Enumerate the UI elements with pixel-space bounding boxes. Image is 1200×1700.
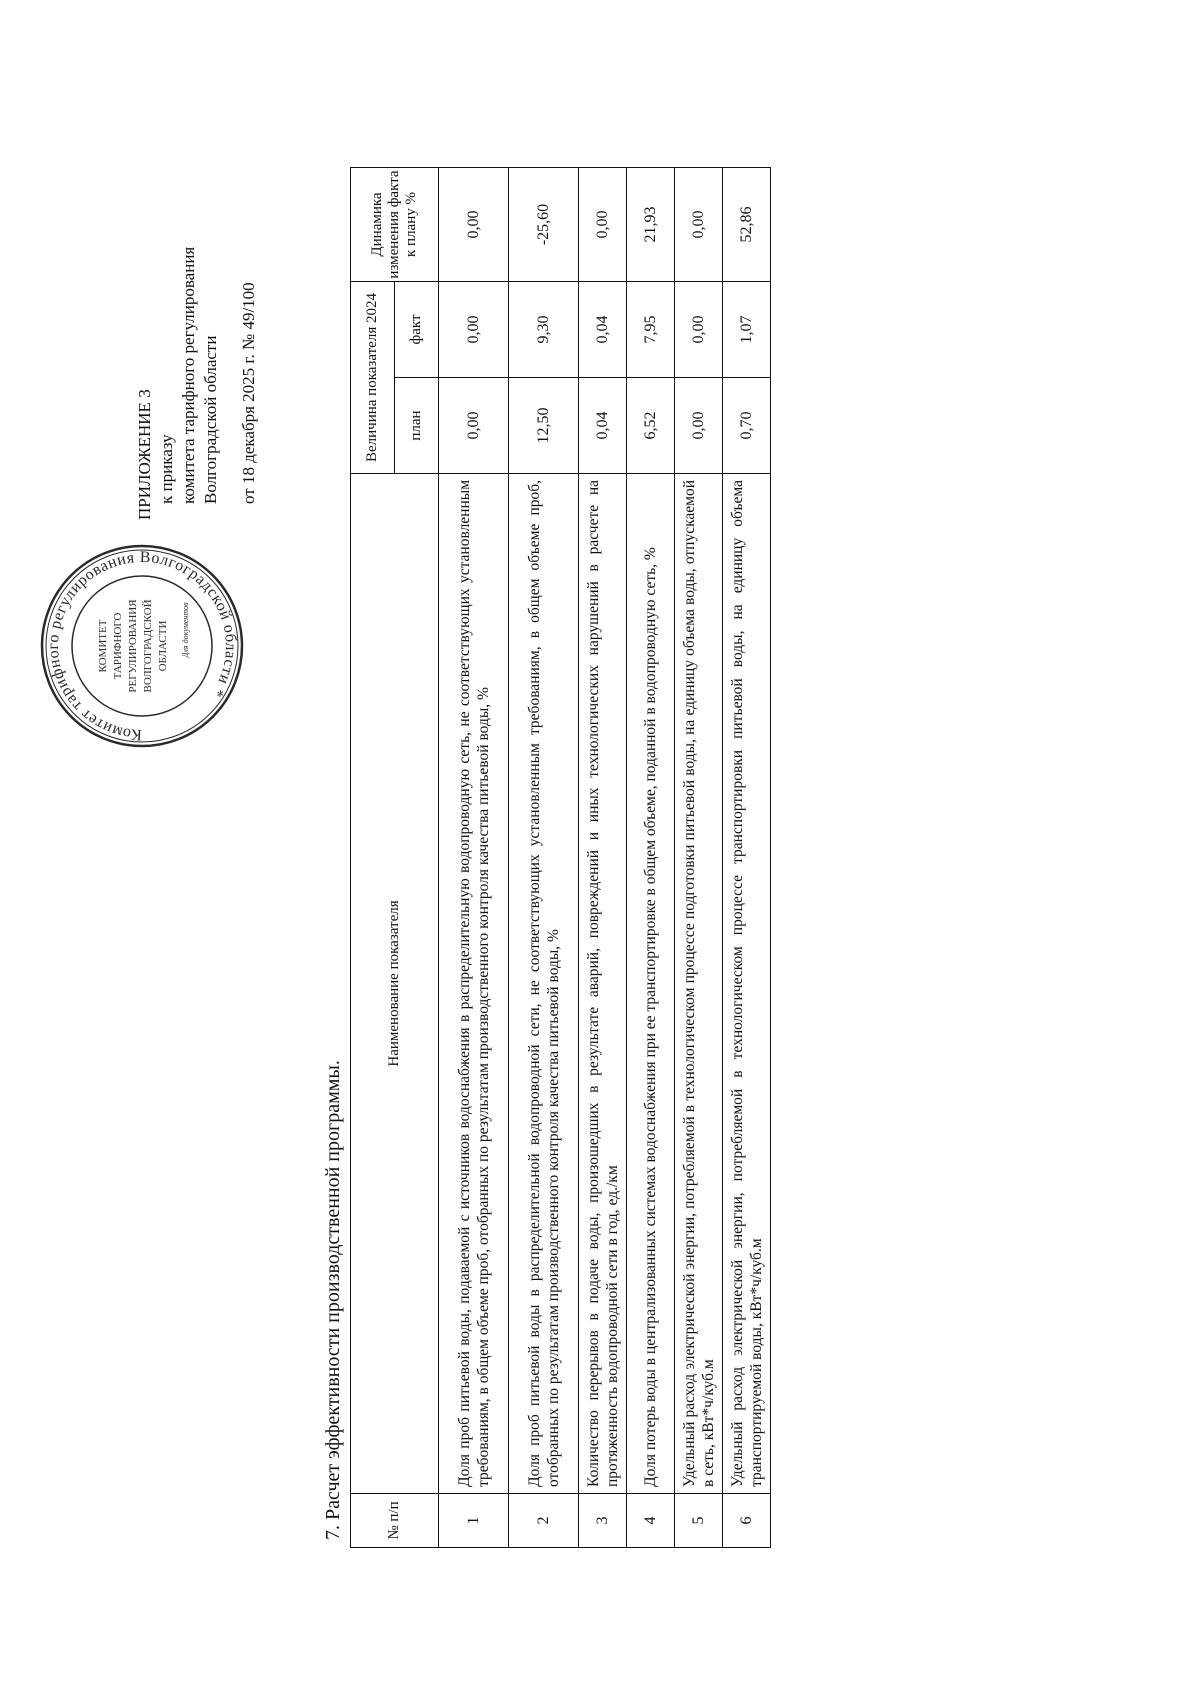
header-fact: факт (395, 282, 439, 378)
svg-text:Комитет тарифного регулировани: Комитет тарифного регулирования Волгоградской области * (44, 548, 240, 744)
table-row (723, 168, 771, 1548)
row-number: 3 (579, 1494, 627, 1548)
svg-text:Для документов: Для документов (181, 602, 190, 658)
header-plan: план (395, 378, 439, 474)
table-row (675, 168, 723, 1548)
header-number: № п/п (351, 1494, 439, 1548)
dynamics-value: 0,00 (439, 168, 509, 282)
indicator-name: Удельный расход электрической энергии, потребляемой в технологическом процессе транспортировки питьевой воды, на единицу объема транспортируемой воды, кВт*ч/куб.м (723, 474, 771, 1494)
row-number: 4 (627, 1494, 675, 1548)
fact-value: 0,00 (675, 282, 723, 378)
header-dynamics: Динамика изменения факта к плану % (351, 168, 439, 282)
indicator-name: Доля потерь воды в централизованных системах водоснабжения при ее транспортировке в общем объеме, поданной в водопроводную сеть, % (627, 474, 675, 1494)
row-number: 5 (675, 1494, 723, 1548)
plan-value: 6,52 (627, 378, 675, 474)
row-number: 1 (439, 1494, 509, 1548)
header-indicator-name: Наименование показателя (351, 474, 439, 1494)
efficiency-table (350, 167, 771, 1548)
plan-value: 12,50 (509, 378, 579, 474)
header-value-2024: Величина показателя 2024 (351, 282, 395, 474)
dynamics-value: 21,93 (627, 168, 675, 282)
row-number: 6 (723, 1494, 771, 1548)
dynamics-value: 0,00 (579, 168, 627, 282)
plan-value: 0,00 (675, 378, 723, 474)
official-seal-stamp (38, 542, 246, 750)
indicator-name: Удельный расход электрической энергии, потребляемой в технологическом процессе подготовки питьевой воды, на единицу объема воды, отпускаемой в сеть, кВт*ч/куб.м (675, 474, 723, 1494)
dynamics-value: 52,86 (723, 168, 771, 282)
table-row (579, 168, 627, 1548)
table-row (439, 168, 509, 1548)
appendix-title: ПРИЛОЖЕНИЕ 3 (135, 389, 154, 520)
svg-text:ТАРИФНОГО: ТАРИФНОГО (112, 612, 124, 680)
fact-value: 0,04 (579, 282, 627, 378)
plan-value: 0,70 (723, 378, 771, 474)
indicator-name: Доля проб питьевой воды, подаваемой с источников водоснабжения в распределительную водопроводную сеть, не соответствующих установленным требованиям, в общем объеме проб, отобранных по результатам производственного контроля качества питьевой воды, % (439, 474, 509, 1494)
dynamics-value: -25,60 (509, 168, 579, 282)
order-date: от 18 декабря 2025 г. № 49/100 (239, 282, 258, 504)
row-number: 2 (509, 1494, 579, 1548)
fact-value: 1,07 (723, 282, 771, 378)
table-row (627, 168, 675, 1548)
svg-text:ВОЛГОГРАДСКОЙ: ВОЛГОГРАДСКОЙ (142, 599, 154, 693)
svg-text:РЕГУЛИРОВАНИЯ: РЕГУЛИРОВАНИЯ (127, 599, 139, 693)
dynamics-value: 0,00 (675, 168, 723, 282)
section-title: 7. Расчет эффективности производственной программы. (322, 1060, 344, 1540)
committee-line-1: комитета тарифного регулирования (179, 246, 198, 504)
document-header (134, 247, 260, 520)
committee-line-2: Волгоградской области (201, 335, 220, 504)
svg-text:ОБЛАСТИ: ОБЛАСТИ (157, 620, 169, 672)
indicator-name: Количество перерывов в подаче воды, произошедших в результате аварий, повреждений и иных технологических нарушений в расчете на протяженность водопроводной сети в год, ед./км (579, 474, 627, 1494)
table-row (509, 168, 579, 1548)
plan-value: 0,04 (579, 378, 627, 474)
plan-value: 0,00 (439, 378, 509, 474)
fact-value: 0,00 (439, 282, 509, 378)
fact-value: 9,30 (509, 282, 579, 378)
fact-value: 7,95 (627, 282, 675, 378)
indicator-name: Доля проб питьевой воды в распределительной водопроводной сети, не соответствующих установленным требованиям, в общем объеме проб, отобранных по результатам производственного контроля качества питьевой воды, % (509, 474, 579, 1494)
to-order-label: к приказу (157, 434, 176, 504)
svg-text:КОМИТЕТ: КОМИТЕТ (97, 619, 109, 673)
